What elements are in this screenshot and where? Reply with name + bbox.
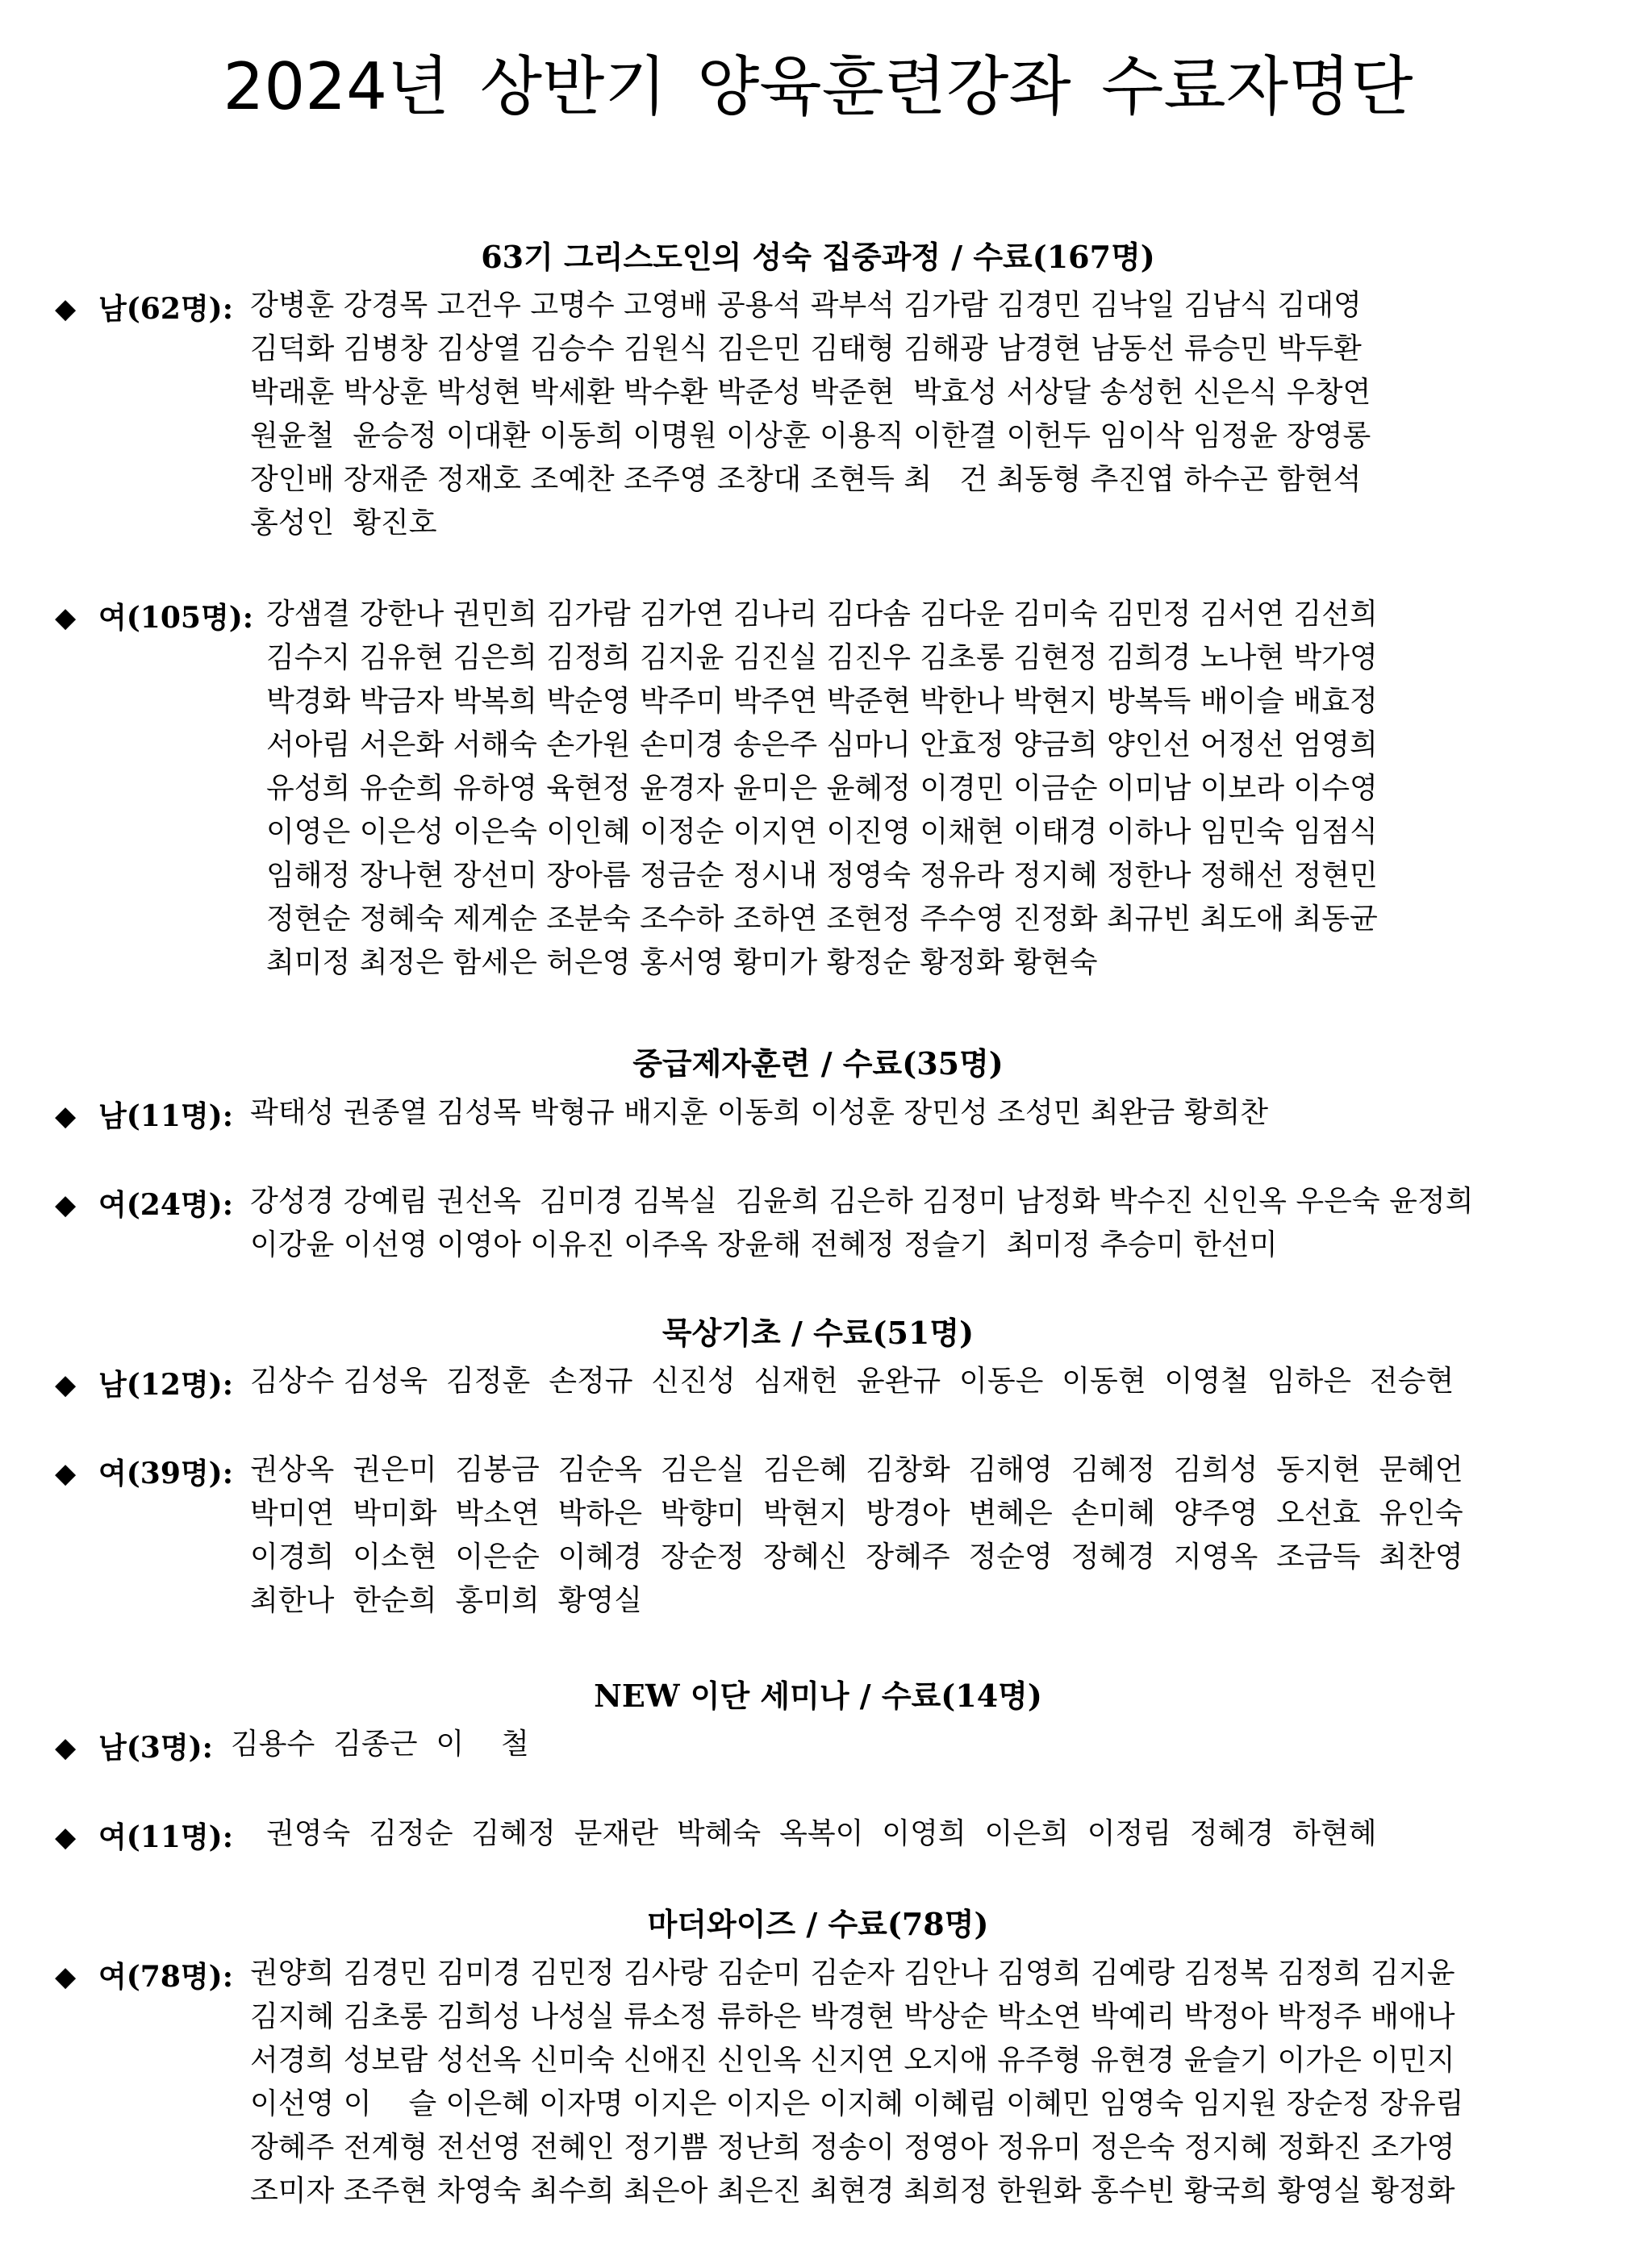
section-heading-heresy: NEW 이단 세미나 / 수료(14명) <box>594 1678 1042 1714</box>
section-heading-meditation: 묵상기초 / 수료(51명) <box>661 1315 975 1351</box>
name-line: 장혜주 전계형 전선영 전혜인 정기쁨 정난희 정송이 정영아 정유미 정은숙 정지혜 정화진 조가영 <box>250 2131 1455 2164</box>
diamond-bullet-icon: ◆ <box>55 293 77 325</box>
group-label: 여(105명): <box>98 601 254 635</box>
name-line: 곽태성 권종열 김성목 박형규 배지훈 이동희 이성훈 장민성 조성민 최완금 황희찬 <box>250 1096 1269 1129</box>
diamond-bullet-icon: ◆ <box>55 1821 77 1853</box>
name-line: 김용수 김종근 이 철 <box>231 1728 529 1761</box>
name-line: 박미연 박미화 박소연 박하은 박향미 박현지 방경아 변혜은 손미혜 양주영 오선효 유인숙 <box>250 1497 1463 1530</box>
name-line: 최미정 최정은 함세은 허은영 홍서영 황미가 황정순 황정화 황현숙 <box>266 946 1098 979</box>
group-label: 여(24명): <box>98 1188 234 1222</box>
diamond-bullet-icon: ◆ <box>55 1100 77 1132</box>
section-heading-intermediate: 중급제자훈련 / 수료(35명) <box>632 1045 1004 1082</box>
name-line: 박경화 박금자 박복희 박순영 박주미 박주연 박준현 박한나 박현지 방복득 배이슬 배효정 <box>266 685 1378 718</box>
group-label: 남(3명): <box>98 1731 213 1765</box>
name-line: 최한나 한순희 홍미희 황영실 <box>250 1584 642 1617</box>
name-line: 김수지 김유현 김은희 김정희 김지윤 김진실 김진우 김초롱 김현정 김희경 노나현 박가영 <box>266 641 1378 674</box>
group-label: 남(12명): <box>98 1368 234 1402</box>
diamond-bullet-icon: ◆ <box>55 602 77 634</box>
name-line: 이강윤 이선영 이영아 이유진 이주옥 장윤해 전혜정 정슬기 최미정 추승미 한선미 <box>250 1228 1278 1261</box>
name-list <box>250 1952 1464 2213</box>
name-line: 유성희 유순희 유하영 육현정 윤경자 윤미은 윤혜정 이경민 이금순 이미남 이보라 이수영 <box>266 772 1378 805</box>
name-line: 강성경 강예림 권선옥 김미경 김복실 김윤희 김은하 김정미 남정화 박수진 신인옥 우은숙 윤정희 <box>250 1185 1474 1218</box>
name-line: 이선영 이 슬 이은혜 이자명 이지은 이지은 이지혜 이혜림 이혜민 임영숙 임지원 장순정 장유림 <box>250 2087 1464 2120</box>
name-list <box>266 593 1378 985</box>
name-list <box>266 1812 1376 1856</box>
group-label: 남(11명): <box>98 1099 234 1133</box>
diamond-bullet-icon: ◆ <box>55 1732 77 1764</box>
name-line: 임해정 장나현 장선미 장아름 정금순 정시내 정영숙 정유라 정지혜 정한나 정해선 정현민 <box>266 859 1378 892</box>
diamond-bullet-icon: ◆ <box>55 1189 77 1221</box>
name-line: 강병훈 강경목 고건우 고명수 고영배 공용석 곽부석 김가람 김경민 김낙일 김남식 김대영 <box>250 289 1362 322</box>
group-label: 여(78명): <box>98 1960 234 1994</box>
name-list <box>231 1723 529 1766</box>
group-label: 여(11명): <box>98 1820 234 1854</box>
name-line: 김지혜 김초롱 김희성 나성실 류소정 류하은 박경현 박상순 박소연 박예리 박정아 박정주 배애나 <box>250 2000 1455 2033</box>
name-line: 권영숙 김정순 김혜정 문재란 박혜숙 옥복이 이영희 이은희 이정림 정혜경 하현혜 <box>266 1817 1377 1850</box>
diamond-bullet-icon: ◆ <box>55 1457 77 1490</box>
name-list <box>250 1091 1268 1135</box>
diamond-bullet-icon: ◆ <box>55 1369 77 1401</box>
section-heading-motherwise: 마더와이즈 / 수료(78명) <box>647 1906 989 1942</box>
diamond-bullet-icon: ◆ <box>55 1961 77 1993</box>
group-label: 남(62명): <box>98 292 234 326</box>
name-line: 원윤철 윤승정 이대환 이동희 이명원 이상훈 이용직 이한결 이헌두 임이삭 임정윤 장영롱 <box>250 419 1371 452</box>
name-line: 정현순 정혜숙 제계순 조분숙 조수하 조하연 조현정 주수영 진정화 최규빈 최도애 최동균 <box>266 903 1378 936</box>
name-line: 조미자 조주현 차영숙 최수희 최은아 최은진 최현경 최희정 한원화 홍수빈 황국희 황영실 황정화 <box>250 2174 1455 2208</box>
name-line: 이경희 이소현 이은순 이혜경 장순정 장혜신 장혜주 정순영 정혜경 지영옥 조금득 최찬영 <box>250 1540 1463 1574</box>
name-line: 서경희 성보람 성선옥 신미숙 신애진 신인옥 신지연 오지애 유주형 유현경 윤슬기 이가은 이민지 <box>250 2044 1455 2077</box>
name-line: 서아림 서은화 서해숙 손가원 손미경 송은주 심마니 안효정 양금희 양인선 어정선 엄영희 <box>266 728 1378 761</box>
name-line: 권양희 김경민 김미경 김민정 김사랑 김순미 김순자 김안나 김영희 김예랑 김정복 김정희 김지윤 <box>250 1957 1455 1990</box>
name-line: 장인배 장재준 정재호 조예찬 조주영 조창대 조현득 최 건 최동형 추진엽 하수곤 함현석 <box>250 463 1362 496</box>
name-line: 김상수 김성욱 김정훈 손정규 신진성 심재헌 윤완규 이동은 이동현 이영철 임하은 전승현 <box>250 1365 1454 1398</box>
section-heading-maturity: 63기 그리스도인의 성숙 집중과정 / 수료(167명) <box>481 239 1155 275</box>
name-line: 홍성인 황진호 <box>250 507 437 540</box>
name-list <box>250 1360 1454 1403</box>
name-list <box>250 1449 1463 1623</box>
name-line: 박래훈 박상훈 박성현 박세환 박수환 박준성 박준현 박효성 서상달 송성헌 신은식 우창연 <box>250 376 1371 409</box>
name-list <box>250 284 1371 545</box>
name-list <box>250 1180 1473 1267</box>
name-line: 권상옥 권은미 김봉금 김순옥 김은실 김은혜 김창화 김해영 김혜정 김희성 동지현 문혜언 <box>250 1453 1463 1486</box>
name-line: 강샘결 강한나 권민희 김가람 김가연 김나리 김다솜 김다운 김미숙 김민정 김서연 김선희 <box>266 598 1378 631</box>
name-line: 이영은 이은성 이은숙 이인혜 이정순 이지연 이진영 이채현 이태경 이하나 임민숙 임점식 <box>266 815 1378 848</box>
group-label: 여(39명): <box>98 1457 234 1490</box>
page-title: 2024년 상반기 양육훈련강좌 수료자명단 <box>223 49 1413 124</box>
name-line: 김덕화 김병창 김상열 김승수 김원식 김은민 김태형 김해광 남경현 남동선 류승민 박두환 <box>250 332 1362 365</box>
